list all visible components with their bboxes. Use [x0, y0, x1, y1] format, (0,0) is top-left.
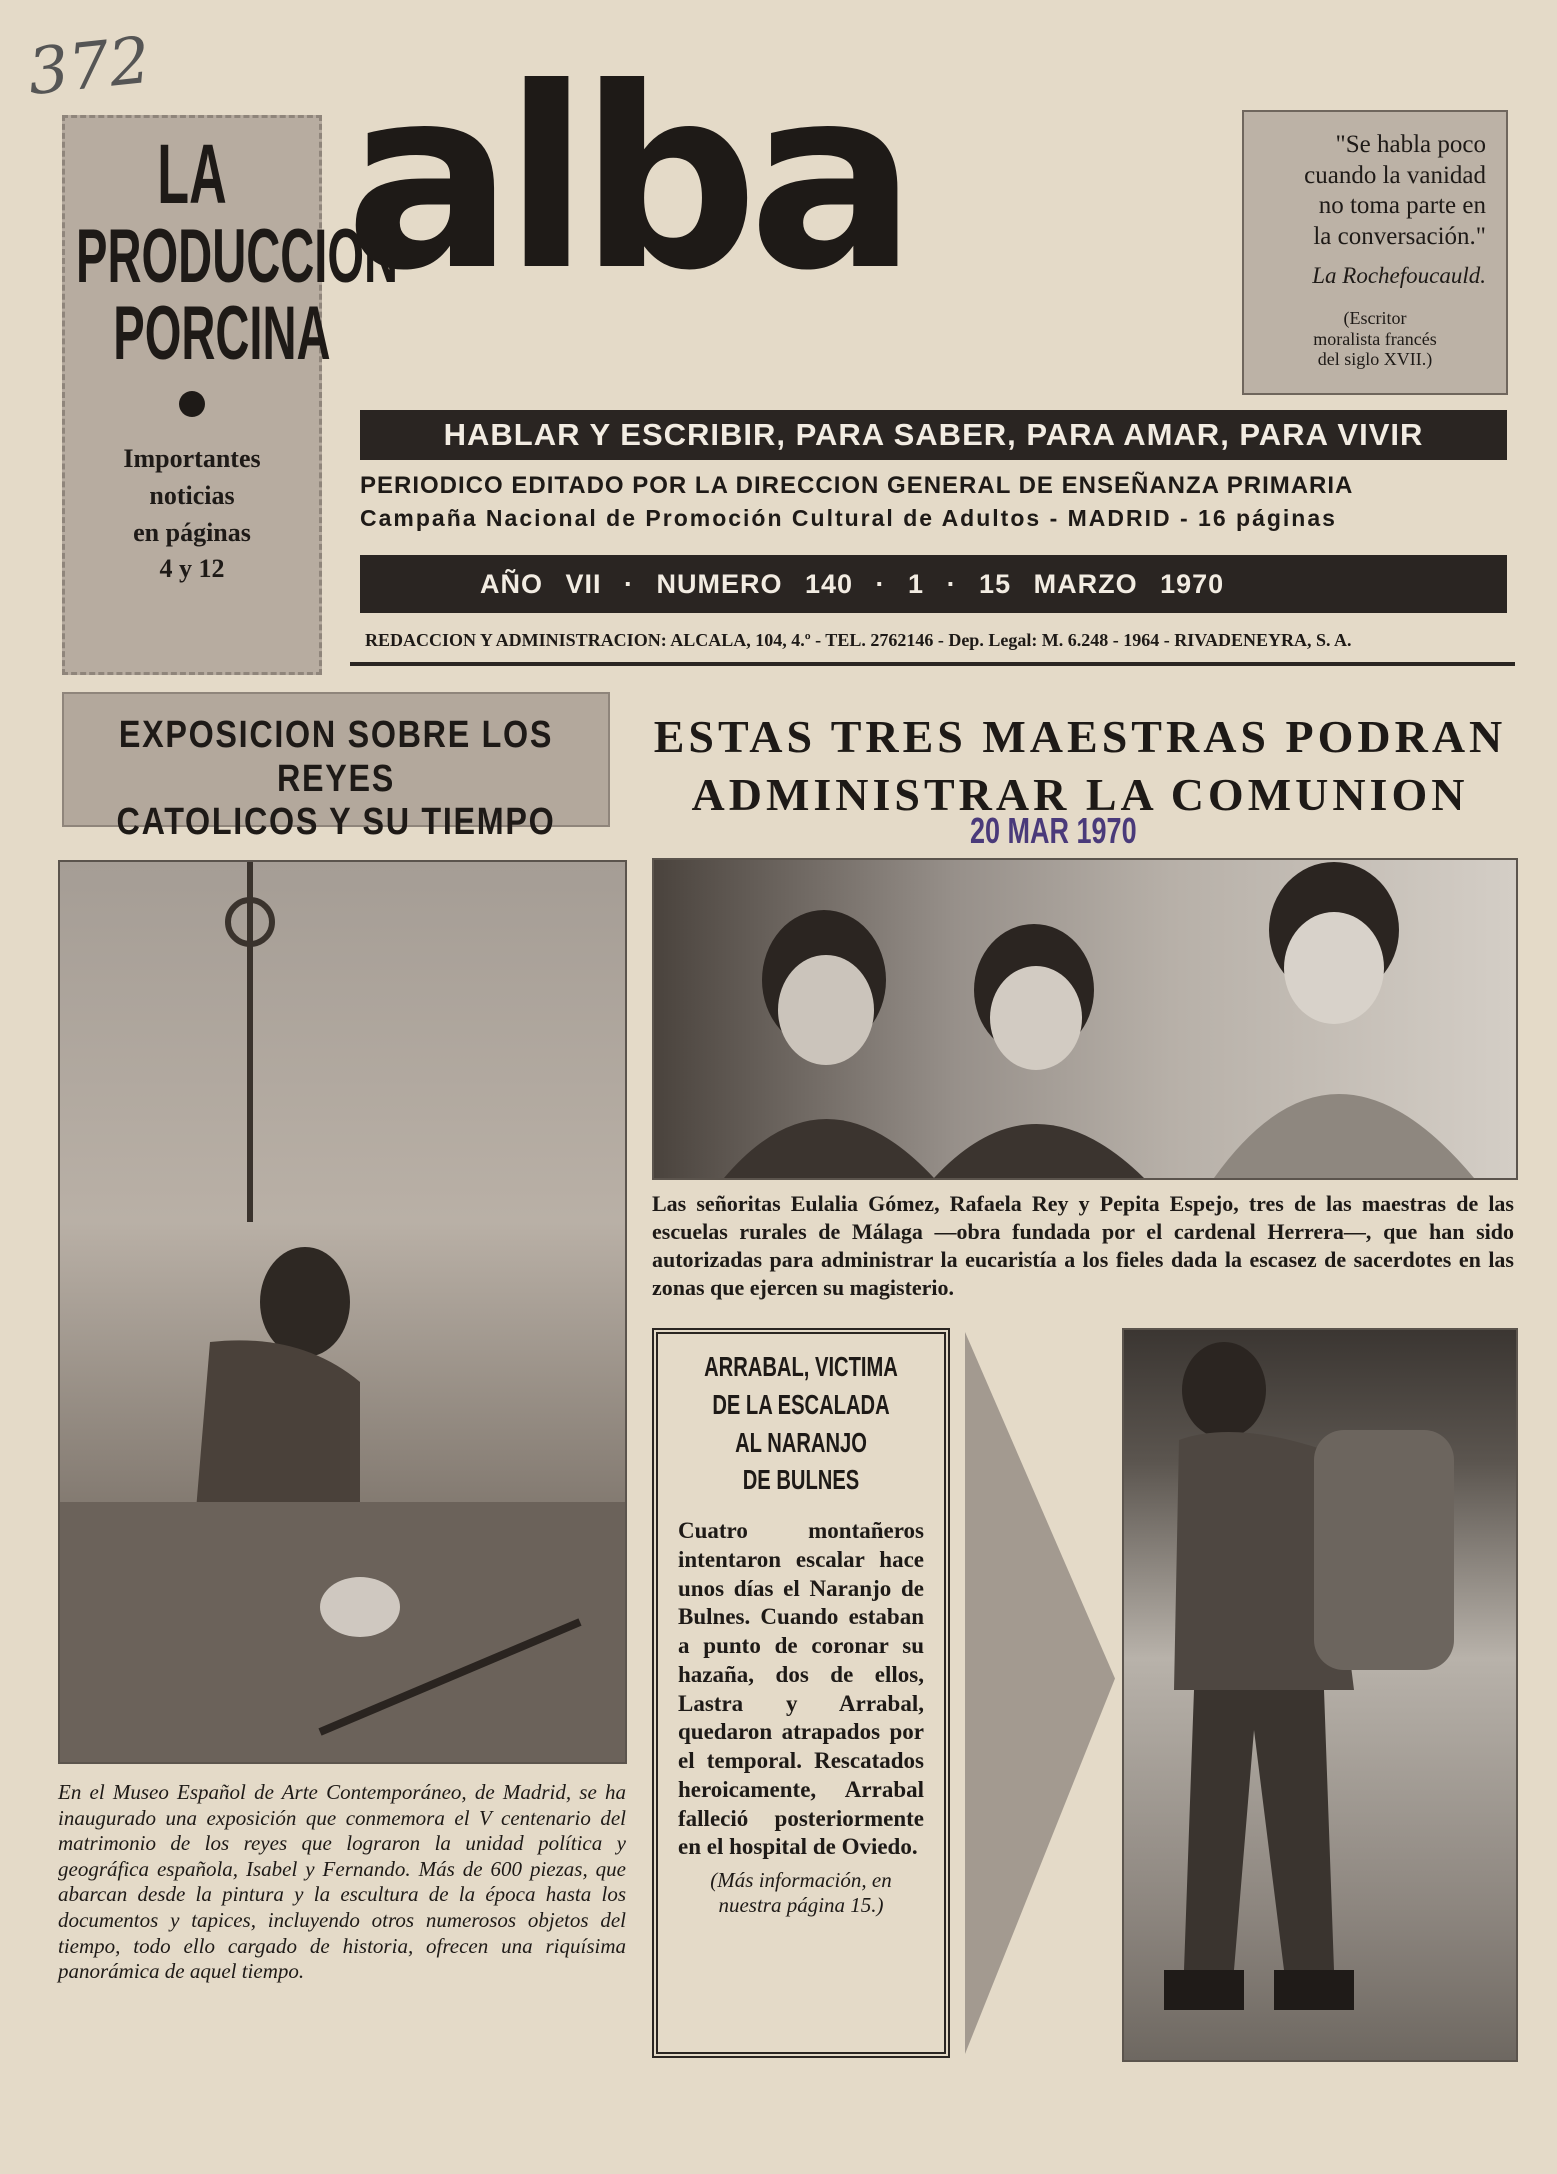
bullet-icon — [179, 391, 205, 417]
campaign-line: Campaña Nacional de Promoción Cultural de Adultos - MADRID - 16 páginas — [360, 505, 1337, 531]
exposicion-headline-box — [62, 692, 610, 844]
exposicion-title-line2: CATOLICOS Y SU TIEMPO — [116, 801, 556, 844]
quote-line-3: no toma parte en — [1318, 192, 1486, 219]
quote-box — [1242, 110, 1508, 395]
arrabal-title-line1: ARRABAL, VICTIMA — [704, 1351, 898, 1382]
climber-illustration — [1124, 1330, 1516, 2060]
exhibition-figure-illustration — [60, 862, 625, 1762]
three-teachers-illustration — [654, 860, 1516, 1178]
sidebar-title-line3: PORCINA — [113, 291, 331, 377]
quote-author: La Rochefoucauld. — [1312, 263, 1486, 288]
sidebar-note-2: noticias — [149, 480, 235, 510]
quote-note — [1264, 308, 1486, 370]
quote-line-2: cuando la vanidad — [1304, 161, 1486, 189]
issue-banner — [360, 555, 1507, 613]
exposicion-photo — [58, 860, 627, 1764]
quote-note-line-1: (Escritor — [1343, 308, 1407, 329]
arrabal-article-box — [652, 1328, 950, 2058]
sidebar-porcina-box — [62, 115, 399, 675]
maestras-photo — [652, 858, 1518, 1180]
maestras-headline — [640, 708, 1520, 823]
quote-note-line-2: moralista francés — [1313, 328, 1437, 349]
sidebar-note-3: en páginas — [133, 517, 251, 547]
sidebar-title-line1: LA — [157, 127, 227, 221]
motto-banner: HABLAR Y ESCRIBIR, PARA SABER, PARA AMAR, PARA VIVIR — [360, 410, 1507, 460]
arrabal-title-line3: AL NARANJO — [735, 1426, 867, 1458]
quote-line-4: la conversación." — [1313, 222, 1486, 250]
quote-line-1: "Se habla poco — [1335, 131, 1486, 158]
sidebar-note-1: Importantes — [123, 443, 261, 473]
redaccion-line: REDACCION Y ADMINISTRACION: ALCALA, 104, 4.º - TEL. 2762146 - Dep. Legal: M. 6.248 - 1964 - RIVADENEYRA, S. A. — [365, 630, 1352, 650]
handwritten-page-number: 372 — [24, 23, 154, 111]
quote-note-line-3: del siglo XVII.) — [1317, 349, 1433, 370]
exposicion-title-line1: EXPOSICION SOBRE LOS REYES — [118, 714, 554, 800]
arrabal-body: Cuatro montañeros intentaron escalar hace unos días el Naranjo de Bulnes. Cuando estaban a punto de coronar su hazaña, dos de ellos, Lastra y Arrabal, quedaron atrapados por el temporal. Rescatados heroicamente, Arrabal falleció posteriormente en el hospital de Oviedo. — [678, 1518, 924, 1860]
alba-logo: alba — [345, 34, 908, 325]
sidebar-title-line2: PRODUCCION — [76, 213, 399, 299]
maestras-caption: Las señoritas Eulalia Gómez, Rafaela Rey y Pepita Espejo, tres de las maestras de las escuelas rurales de Málaga —obra fundada por el cardenal Herrera—, que han sido autorizadas para administrar la eucaristía a los fieles dada la escasez de sacerdotes en las zonas que ejercen su magisterio. — [652, 1191, 1514, 1301]
sidebar-note-4: 4 y 12 — [159, 554, 225, 584]
arrow-pointer-shape — [965, 1332, 1115, 2054]
climber-photo — [1122, 1328, 1518, 2062]
arrabal-title-line4: DE BULNES — [742, 1464, 860, 1496]
issue-text: AÑO VII · NUMERO 140 · 1 · 15 MARZO 1970 — [480, 569, 1225, 599]
arrabal-title-line2: DE LA ESCALADA — [712, 1388, 890, 1420]
maestras-headline-line2: ADMINISTRAR LA COMUNION — [691, 768, 1469, 820]
arrabal-title — [684, 1348, 919, 1499]
maestras-headline-line1: ESTAS TRES MAESTRAS PODRAN — [653, 711, 1507, 762]
date-stamp: 20 MAR 1970 — [970, 810, 1137, 851]
publisher-line: PERIODICO EDITADO POR LA DIRECCION GENERAL DE ENSEÑANZA PRIMARIA — [360, 472, 1354, 499]
masthead-rule — [350, 662, 1515, 666]
exposicion-caption: En el Museo Español de Arte Contemporáneo, de Madrid, se ha inaugurado una exposición que conmemora el V centenario del matrimonio de los reyes que lograron la unidad política y geográfica española, Isabel y Fernando. Más de 600 piezas, que abarcan desde la pintura y la escultura de la época hasta los documentos y tapices, incluyendo otros numerosos objetos del tiempo, todo ello cargado de historia, ofrecen una riquísima panorámica de aquel tiempo. — [58, 1780, 626, 1984]
arrabal-more-info: (Más información, en nuestra página 15.) — [710, 1868, 892, 1918]
